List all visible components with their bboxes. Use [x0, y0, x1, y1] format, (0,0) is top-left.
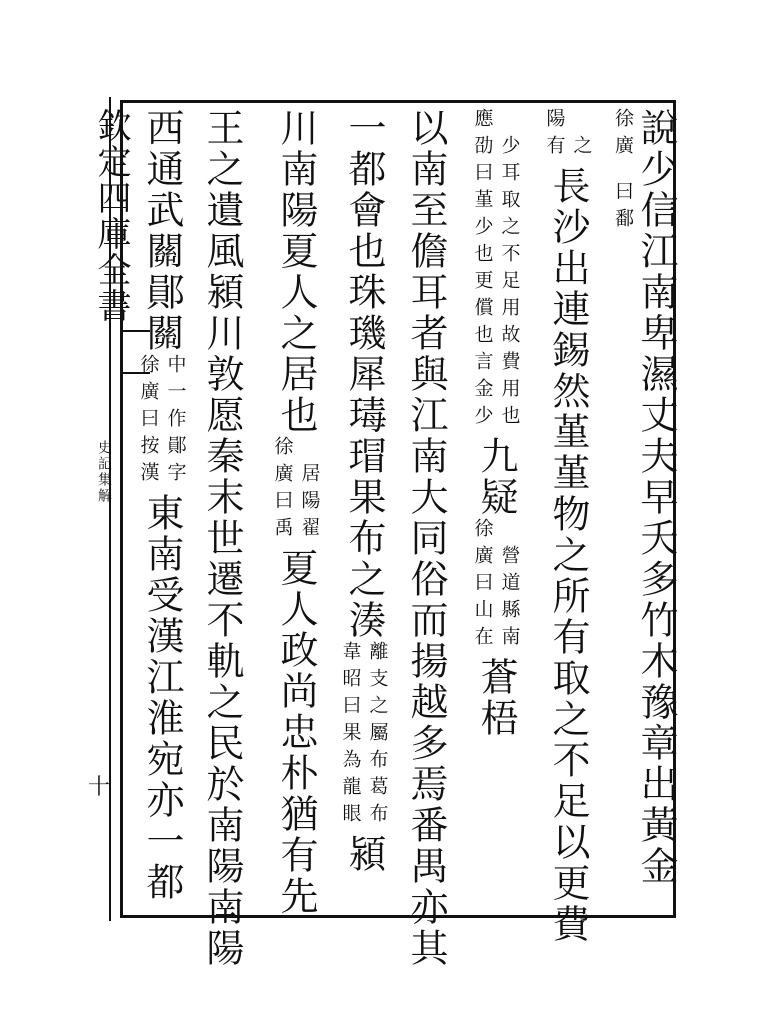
main-text: 夏人政尚忠朴猶有先 [274, 548, 318, 917]
annotation [543, 108, 592, 166]
annotation [471, 108, 520, 436]
main-text: 王之遺風潁川敦愿秦末世遷不軌之民於南陽南陽 [200, 108, 244, 969]
main-text: 以南至儋耳者與江南大同俗而揚越多焉番禺亦其 [404, 108, 448, 969]
annotation-line: 韋昭曰果為龍眼 [339, 641, 362, 830]
main-text: 一都會也珠璣犀瑇瑁果布之湊 [342, 108, 386, 641]
annotation-line: 應劭曰堇少也更償也言金少 [471, 108, 494, 432]
main-text: 九疑 [474, 436, 518, 518]
text-column-6 [268, 108, 324, 917]
annotation [471, 518, 520, 657]
annotation [271, 436, 320, 548]
page-number: 十 [88, 775, 111, 800]
text-column-8 [134, 108, 190, 908]
annotation [137, 354, 186, 493]
annotation-line: 離支之屬布葛布 [366, 641, 389, 830]
main-text: 東南受漢江淮宛亦一都 [140, 493, 184, 903]
annotation-line: 徐廣曰禹 [271, 436, 294, 544]
annotation-line: 中一作鄖字 [164, 354, 187, 489]
text-column-2 [540, 108, 596, 945]
annotation-line: 居陽翟 [298, 463, 321, 544]
main-text: 長沙出連錫然堇堇物之所有取之不足以更費 [546, 166, 590, 945]
main-text: 潁 [342, 834, 386, 875]
text-column-5 [336, 108, 392, 908]
main-text: 川南陽夏人之居也 [274, 108, 318, 436]
main-text: 說少信江南卑濕丈夫早夭多竹木豫章出黃金 [634, 108, 678, 887]
annotation-line: 之 [570, 135, 593, 162]
annotation [612, 108, 634, 887]
text-column-4 [404, 108, 460, 969]
annotation-line: 徐廣曰山在 [471, 518, 494, 653]
annotation-line: 徐廣 [612, 108, 634, 162]
text-column-3 [468, 108, 524, 908]
annotation-line: 營道縣南 [498, 545, 521, 653]
annotation-line: 曰鄱 [612, 181, 634, 235]
text-column-1 [612, 108, 678, 908]
text-column-7 [200, 108, 256, 969]
spine-title: 欽定四庫全書 [91, 108, 131, 324]
annotation-line: 徐廣曰按漢 [137, 354, 160, 489]
annotation-line: 陽有 [543, 108, 566, 162]
spine-subtitle: 史記集解 [96, 440, 112, 504]
main-text: 蒼梧 [474, 657, 518, 739]
annotation [339, 641, 388, 834]
annotation-line: 少耳取之不足用故費用也 [498, 135, 521, 432]
main-text: 西通武關鄖關 [140, 108, 184, 354]
